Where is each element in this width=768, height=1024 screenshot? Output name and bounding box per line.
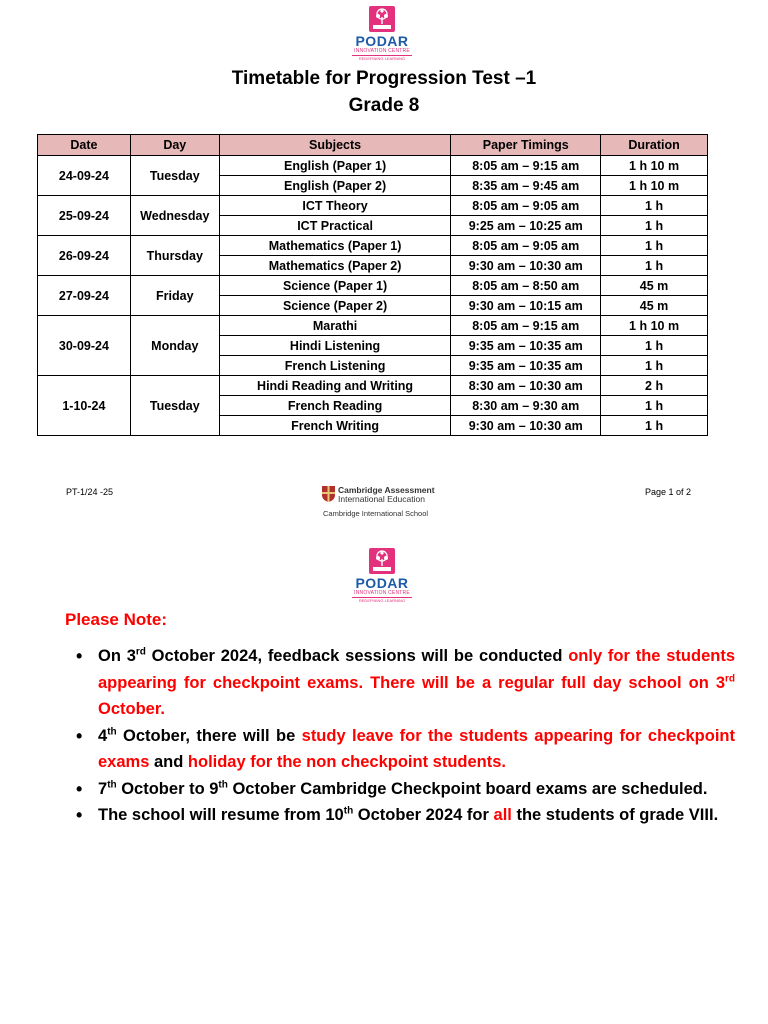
subject-cell: French Reading <box>219 396 451 416</box>
tree-emblem-icon <box>369 548 395 574</box>
subject-cell: Hindi Reading and Writing <box>219 376 451 396</box>
day-cell: Wednesday <box>130 196 219 236</box>
timing-cell: 8:05 am – 9:05 am <box>451 236 601 256</box>
note-text: th <box>343 805 354 817</box>
duration-cell: 1 h <box>601 196 708 216</box>
table-row <box>38 316 708 336</box>
column-header: Day <box>130 135 219 156</box>
subject-cell: French Writing <box>219 416 451 436</box>
day-cell: Tuesday <box>130 376 219 436</box>
duration-cell: 1 h 10 m <box>601 176 708 196</box>
date-cell: 26-09-24 <box>38 236 131 276</box>
timing-cell: 8:30 am – 10:30 am <box>451 376 601 396</box>
table-row <box>38 156 708 176</box>
notes-heading: Please Note: <box>65 610 168 629</box>
page-subtitle: Grade 8 <box>348 95 420 116</box>
note-text: 7 <box>98 779 108 798</box>
note-text: th <box>218 779 228 790</box>
note-text: On 3 <box>98 647 136 665</box>
day-cell: Monday <box>130 316 219 376</box>
date-cell: 24-09-24 <box>38 156 131 196</box>
subject-cell: English (Paper 1) <box>219 156 451 176</box>
duration-cell: 1 h 10 m <box>601 316 708 336</box>
duration-cell: 1 h <box>601 256 708 276</box>
day-cell: Tuesday <box>130 156 219 196</box>
brand-motto: REDEFINING LEARNING <box>352 597 412 603</box>
timing-cell: 8:35 am – 9:45 am <box>451 176 601 196</box>
timing-cell: 8:05 am – 9:05 am <box>451 196 601 216</box>
cambridge-crest-icon <box>322 486 335 502</box>
note-text: October 2024, feedback sessions will be conducted <box>145 647 569 665</box>
timing-cell: 8:05 am – 9:15 am <box>451 316 601 336</box>
table-row <box>38 276 708 296</box>
note-text: October, there will be <box>116 726 302 745</box>
note-text: October Cambridge Checkpoint board exams are scheduled. <box>227 779 708 798</box>
document-code: PT-1/24 -25 <box>66 487 114 497</box>
timing-cell: 8:05 am – 8:50 am <box>451 276 601 296</box>
subject-cell: ICT Practical <box>219 216 451 236</box>
duration-cell: 1 h <box>601 336 708 356</box>
highlighted-text: all <box>493 806 512 824</box>
note-text: and <box>149 753 188 771</box>
duration-cell: 2 h <box>601 376 708 396</box>
column-header: Date <box>38 135 131 156</box>
note-item <box>98 802 735 829</box>
timing-cell: 9:30 am – 10:30 am <box>451 416 601 436</box>
table-row <box>38 196 708 216</box>
subject-cell: Marathi <box>219 316 451 336</box>
note-text: th <box>107 726 117 737</box>
date-cell: 1-10-24 <box>38 376 131 436</box>
note-text: October to 9 <box>116 779 219 798</box>
timing-cell: 8:05 am – 9:15 am <box>451 156 601 176</box>
subject-cell: ICT Theory <box>219 196 451 216</box>
cambridge-line-3: Cambridge International School <box>323 509 429 518</box>
brand-tagline: INNOVATION CENTRE <box>354 48 410 54</box>
highlighted-text: study leave for the students appearing for checkpoint exams <box>98 726 735 771</box>
table-row <box>38 236 708 256</box>
brand-motto: REDEFINING LEARNING <box>352 55 412 61</box>
cambridge-line-1: Cambridge Assessment <box>338 485 435 495</box>
cambridge-line-2: International Education <box>338 494 425 504</box>
highlighted-text: holiday for the non checkpoint students. <box>187 753 507 771</box>
note-text: October 2024 for <box>353 806 494 824</box>
timing-cell: 9:30 am – 10:15 am <box>451 296 601 316</box>
note-item <box>98 776 735 803</box>
timetable <box>37 134 708 436</box>
column-header: Duration <box>601 135 708 156</box>
note-item <box>98 643 735 723</box>
table-header-row <box>38 135 708 156</box>
page-footer <box>0 484 768 524</box>
duration-cell: 45 m <box>601 296 708 316</box>
timing-cell: 9:25 am – 10:25 am <box>451 216 601 236</box>
timing-cell: 9:35 am – 10:35 am <box>451 336 601 356</box>
subject-cell: Science (Paper 1) <box>219 276 451 296</box>
note-text: the students of grade VIII. <box>511 806 719 824</box>
subject-cell: Science (Paper 2) <box>219 296 451 316</box>
brand-name: PODAR <box>355 575 409 591</box>
day-cell: Friday <box>130 276 219 316</box>
subject-cell: Hindi Listening <box>219 336 451 356</box>
highlighted-text: only for the students appearing for checkpoint exams. There will be a regular full day school on 3 <box>98 647 735 692</box>
highlighted-text: rd <box>725 673 735 684</box>
tree-emblem-icon <box>369 6 395 32</box>
date-cell: 27-09-24 <box>38 276 131 316</box>
duration-cell: 1 h <box>601 356 708 376</box>
highlighted-text: October. <box>98 700 165 718</box>
podar-logo-page-2 <box>348 548 416 603</box>
brand-tagline: INNOVATION CENTRE <box>354 590 410 596</box>
day-cell: Thursday <box>130 236 219 276</box>
subject-cell: French Listening <box>219 356 451 376</box>
date-cell: 25-09-24 <box>38 196 131 236</box>
note-text: 4 <box>98 726 108 745</box>
subject-cell: Mathematics (Paper 1) <box>219 236 451 256</box>
subject-cell: English (Paper 2) <box>219 176 451 196</box>
timing-cell: 9:30 am – 10:30 am <box>451 256 601 276</box>
note-text: The school will resume from 10 <box>98 806 344 824</box>
duration-cell: 1 h <box>601 396 708 416</box>
column-header: Subjects <box>219 135 451 156</box>
duration-cell: 45 m <box>601 276 708 296</box>
brand-name: PODAR <box>355 33 409 49</box>
page-title: Timetable for Progression Test –1 <box>231 68 537 89</box>
table-row <box>38 376 708 396</box>
duration-cell: 1 h 10 m <box>601 156 708 176</box>
page-number: Page 1 of 2 <box>644 487 691 497</box>
notes-list <box>65 643 735 829</box>
timing-cell: 8:30 am – 9:30 am <box>451 396 601 416</box>
duration-cell: 1 h <box>601 216 708 236</box>
duration-cell: 1 h <box>601 236 708 256</box>
podar-logo <box>348 6 416 61</box>
subject-cell: Mathematics (Paper 2) <box>219 256 451 276</box>
note-text: th <box>107 779 117 790</box>
date-cell: 30-09-24 <box>38 316 131 376</box>
note-item <box>98 723 735 776</box>
duration-cell: 1 h <box>601 416 708 436</box>
note-text: rd <box>135 646 146 658</box>
column-header: Paper Timings <box>451 135 601 156</box>
timing-cell: 9:35 am – 10:35 am <box>451 356 601 376</box>
